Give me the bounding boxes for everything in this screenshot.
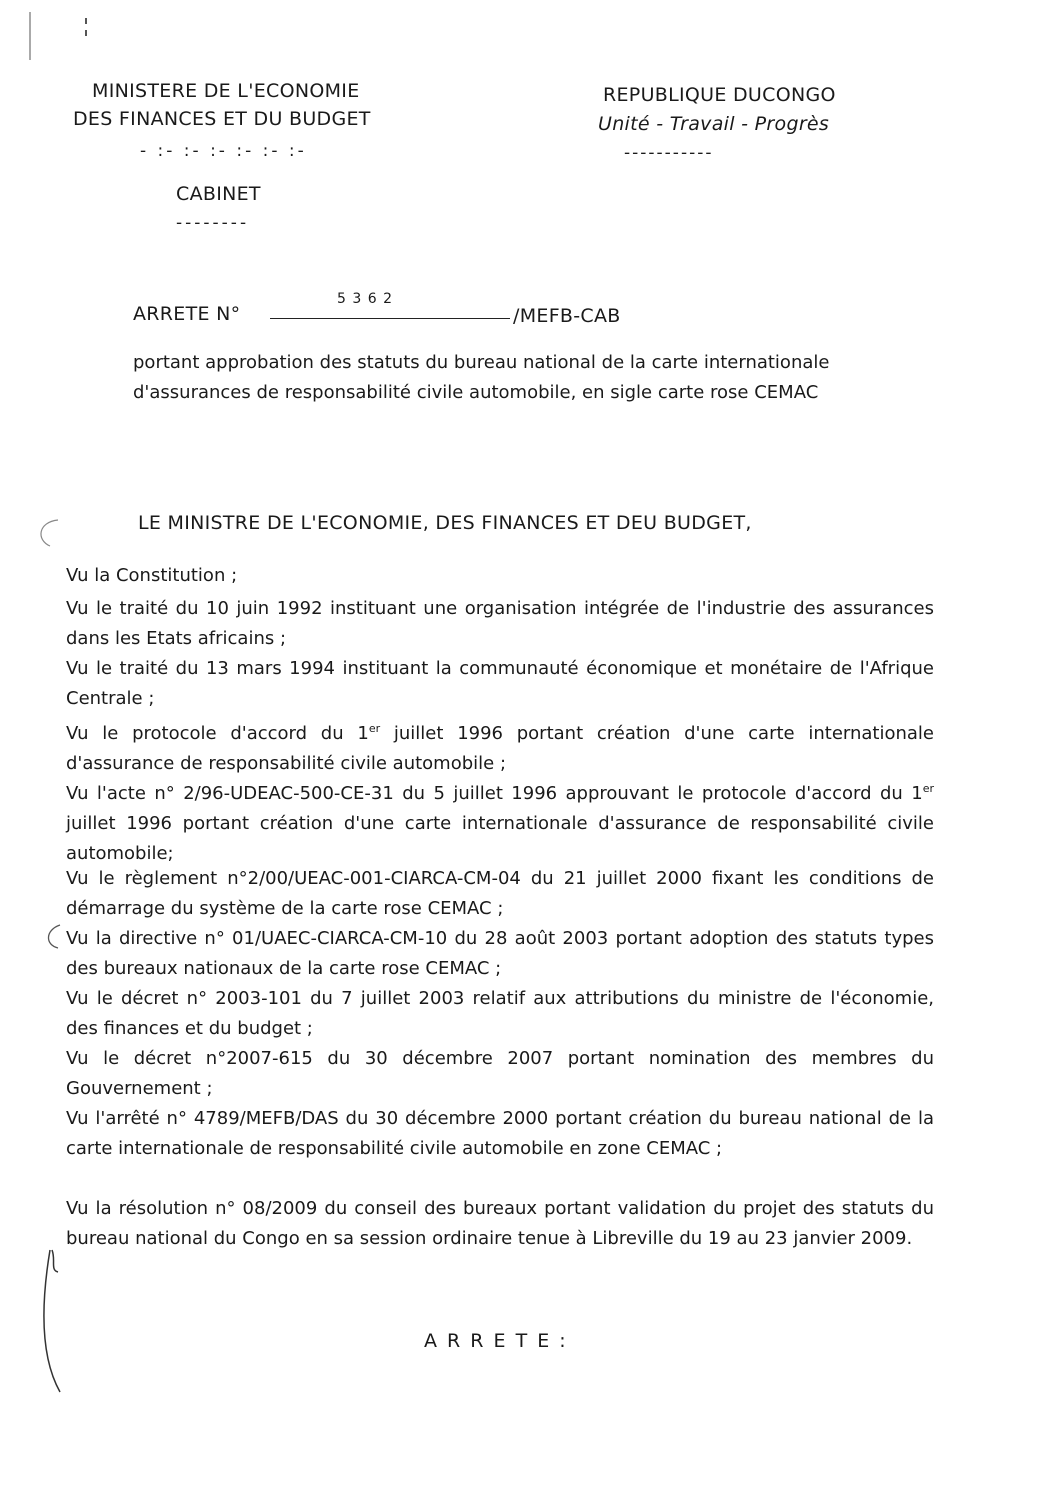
visa-traite-1994: Vu le traité du 13 mars 1994 instituant la communauté économique et monétaire de l'Afrique Centrale ; bbox=[66, 658, 934, 709]
cabinet-label: CABINET bbox=[176, 183, 261, 205]
visa-arrete-2000: Vu l'arrêté n° 4789/MEFB/DAS du 30 décembre 2000 portant création du bureau national de la carte internationale de responsabilité civile automobile en zone CEMAC ; bbox=[66, 1108, 934, 1159]
republic-separator: ----------- bbox=[624, 143, 714, 163]
visa-constitution: Vu la Constitution ; bbox=[66, 565, 238, 586]
arrete-prefix: ARRETE N° bbox=[133, 303, 241, 325]
ministry-separator: - :- :- :- :- :- :- bbox=[140, 141, 307, 161]
visa-traite-1992: Vu le traité du 10 juin 1992 instituant une organisation intégrée de l'industrie des assurances dans les Etats africains ; bbox=[66, 598, 934, 649]
arrete-number: 5 3 6 2 bbox=[337, 291, 393, 307]
ministry-name-line1: MINISTERE DE L'ECONOMIE bbox=[92, 80, 360, 102]
arrete-suffix: /MEFB-CAB bbox=[513, 305, 621, 327]
visa-decret-2007: Vu le décret n°2007-615 du 30 décembre 2007 portant nomination des membres du Gouvernement ; bbox=[66, 1048, 934, 1099]
visa-decret-2003: Vu le décret n° 2003-101 du 7 juillet 2003 relatif aux attributions du ministre de l'économie, des finances et du budget ; bbox=[66, 988, 934, 1039]
arrete-decision: A R R E T E : bbox=[424, 1330, 568, 1352]
subject-line1: portant approbation des statuts du bureau national de la carte internationale bbox=[133, 352, 830, 373]
subject-line2: d'assurances de responsabilité civile automobile, en sigle carte rose CEMAC bbox=[133, 382, 819, 403]
minister-title: LE MINISTRE DE L'ECONOMIE, DES FINANCES ET DEU BUDGET, bbox=[138, 512, 752, 534]
republic-motto: Unité - Travail - Progrès bbox=[598, 113, 830, 135]
republic-name: REPUBLIQUE DUCONGO bbox=[603, 84, 836, 106]
visa-directive-2003: Vu la directive n° 01/UAEC-CIARCA-CM-10 du 28 août 2003 portant adoption des statuts types des bureaux nationaux de la carte rose CEMAC ; bbox=[66, 928, 934, 979]
visa-acte-1996: Vu l'acte n° 2/96-UDEAC-500-CE-31 du 5 juillet 1996 approuvant le protocole d'accord du 1er juillet 1996 portant création d'une carte internationale d'assurance de responsabilité civile automobile; bbox=[66, 782, 934, 864]
ministry-name-line2: DES FINANCES ET DU BUDGET bbox=[73, 108, 371, 130]
visa-reglement-2000: Vu le règlement n°2/00/UEAC-001-CIARCA-CM-04 du 21 juillet 2000 fixant les conditions de démarrage du système de la carte rose CEMAC ; bbox=[66, 868, 934, 919]
visa-protocole-1996: Vu le protocole d'accord du 1er juillet 1996 portant création d'une carte internationale d'assurance de responsabilité civile automobile ; bbox=[66, 722, 935, 774]
visa-resolution-2009: Vu la résolution n° 08/2009 du conseil des bureaux portant validation du projet des statuts du bureau national du Congo en sa session ordinaire tenue à Libreville du 19 au 23 janvier 2009. bbox=[66, 1198, 934, 1249]
cabinet-separator: -------- bbox=[176, 213, 250, 233]
